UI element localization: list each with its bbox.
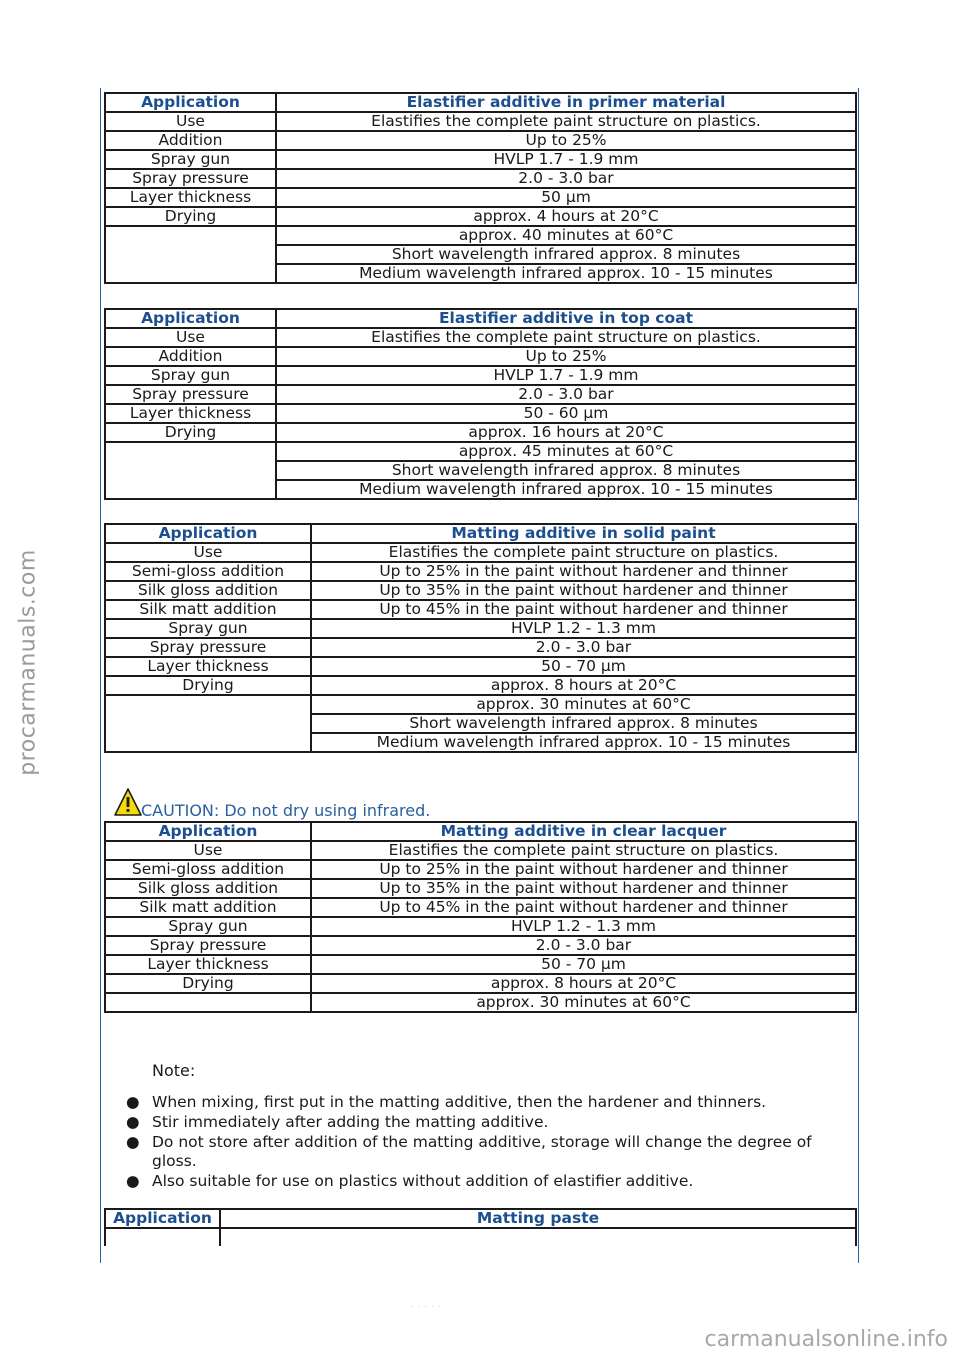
- row-label: Silk gloss addition: [105, 581, 311, 600]
- row-label: Drying: [105, 676, 311, 695]
- row-value: Up to 35% in the paint without hardener and thinner: [311, 879, 856, 898]
- list-item: [126, 1113, 826, 1132]
- row-value: approx. 8 hours at 20°C: [311, 676, 856, 695]
- spec-table-matting-clear: [104, 821, 857, 1013]
- header-cell: Application: [105, 309, 276, 328]
- table-row: [105, 600, 856, 619]
- row-value: 50 - 70 µm: [311, 657, 856, 676]
- table-header-row: [105, 93, 856, 112]
- table-row: [105, 638, 856, 657]
- table-row: [105, 423, 856, 442]
- row-value: Medium wavelength infrared approx. 10 - 15 minutes: [276, 480, 856, 499]
- table-row: [105, 385, 856, 404]
- header-cell: Application: [105, 93, 276, 112]
- row-value: Elastifies the complete paint structure on plastics.: [276, 112, 856, 131]
- table-row: [105, 169, 856, 188]
- note-text: Also suitable for use on plastics without addition of elastifier additive.: [152, 1172, 694, 1190]
- row-value: 50 - 60 µm: [276, 404, 856, 423]
- row-value: approx. 45 minutes at 60°C: [276, 442, 856, 461]
- row-label: Spray pressure: [105, 169, 276, 188]
- table-row: [105, 131, 856, 150]
- row-value: HVLP 1.2 - 1.3 mm: [311, 917, 856, 936]
- spec-table-elastifier-primer: [104, 92, 857, 284]
- row-value: Up to 45% in the paint without hardener and thinner: [311, 898, 856, 917]
- row-value: Elastifies the complete paint structure on plastics.: [311, 841, 856, 860]
- caution-text: CAUTION: Do not dry using infrared.: [141, 801, 431, 820]
- table-header-row: [105, 309, 856, 328]
- row-value: 2.0 - 3.0 bar: [311, 936, 856, 955]
- table-row: [105, 917, 856, 936]
- list-item: [126, 1093, 826, 1112]
- row-value: HVLP 1.2 - 1.3 mm: [311, 619, 856, 638]
- table-row: [105, 188, 856, 207]
- row-label: Use: [105, 543, 311, 562]
- table-row: [105, 347, 856, 366]
- row-label: Spray gun: [105, 619, 311, 638]
- note-list: [126, 1093, 826, 1192]
- row-value: approx. 4 hours at 20°C: [276, 207, 856, 226]
- row-label: Layer thickness: [105, 404, 276, 423]
- row-value: Up to 25% in the paint without hardener and thinner: [311, 562, 856, 581]
- row-label: Drying: [105, 207, 276, 226]
- note-text: When mixing, first put in the matting additive, then the hardener and thinners.: [152, 1093, 767, 1111]
- table-header-row: [105, 1209, 856, 1228]
- table-row: [105, 1228, 856, 1246]
- bullet: ●: [126, 1093, 140, 1111]
- row-label: Spray pressure: [105, 936, 311, 955]
- row-value: Up to 35% in the paint without hardener and thinner: [311, 581, 856, 600]
- row-value: Elastifies the complete paint structure on plastics.: [276, 328, 856, 347]
- row-label: Layer thickness: [105, 955, 311, 974]
- table-row: [105, 150, 856, 169]
- table-row: [105, 226, 856, 245]
- list-item: [126, 1133, 826, 1171]
- row-value: Up to 25% in the paint without hardener and thinner: [311, 860, 856, 879]
- row-value: HVLP 1.7 - 1.9 mm: [276, 366, 856, 385]
- row-value: Medium wavelength infrared approx. 10 - 15 minutes: [311, 733, 856, 752]
- row-label: Silk matt addition: [105, 600, 311, 619]
- blank-cell: [105, 1228, 220, 1246]
- bullet: ●: [126, 1172, 140, 1190]
- table-row: [105, 993, 856, 1012]
- table-row: [105, 581, 856, 600]
- spec-table-matting-paste: [104, 1208, 857, 1246]
- bullet: ●: [126, 1113, 140, 1131]
- table-row: [105, 974, 856, 993]
- list-item: [126, 1172, 826, 1191]
- spec-table-elastifier-topcoat: [104, 308, 857, 500]
- watermark-side: procarmanuals.com: [15, 549, 41, 776]
- table-row: [105, 404, 856, 423]
- watermark-bottom: carmanualsonline.info: [704, 1327, 948, 1352]
- header-cell: Matting additive in clear lacquer: [311, 822, 856, 841]
- table-row: [105, 676, 856, 695]
- table-row: [105, 879, 856, 898]
- row-value: Elastifies the complete paint structure on plastics.: [311, 543, 856, 562]
- page-frame-left: [100, 88, 101, 1263]
- row-value: 2.0 - 3.0 bar: [311, 638, 856, 657]
- row-label: Layer thickness: [105, 188, 276, 207]
- note-title: Note:: [152, 1061, 196, 1080]
- row-label: Layer thickness: [105, 657, 311, 676]
- row-value: Up to 45% in the paint without hardener and thinner: [311, 600, 856, 619]
- table-row: [105, 543, 856, 562]
- blank-cell: [105, 442, 276, 499]
- row-label: Spray gun: [105, 366, 276, 385]
- row-value: Short wavelength infrared approx. 8 minutes: [311, 714, 856, 733]
- table-row: [105, 860, 856, 879]
- table-row: [105, 619, 856, 638]
- header-cell: Application: [105, 1209, 220, 1228]
- table-row: [105, 898, 856, 917]
- row-value: approx. 30 minutes at 60°C: [311, 993, 856, 1012]
- header-cell: Application: [105, 524, 311, 543]
- table-row: [105, 442, 856, 461]
- row-label: Use: [105, 841, 311, 860]
- table-row: [105, 657, 856, 676]
- table-row: [105, 112, 856, 131]
- row-label: Drying: [105, 974, 311, 993]
- note-text: Stir immediately after adding the matting additive.: [152, 1113, 549, 1131]
- table-header-row: [105, 822, 856, 841]
- row-label: Silk gloss addition: [105, 879, 311, 898]
- row-value: Short wavelength infrared approx. 8 minutes: [276, 461, 856, 480]
- row-label: Spray pressure: [105, 638, 311, 657]
- row-value: HVLP 1.7 - 1.9 mm: [276, 150, 856, 169]
- blank-cell: [105, 226, 276, 283]
- row-value: Short wavelength infrared approx. 8 minutes: [276, 245, 856, 264]
- bullet: ●: [126, 1133, 140, 1151]
- row-label: Spray gun: [105, 150, 276, 169]
- row-label: Silk matt addition: [105, 898, 311, 917]
- warning-triangle-icon: [114, 787, 142, 817]
- note-text: Do not store after addition of the matting additive, storage will change the degree of gloss.: [152, 1133, 812, 1170]
- table-row: [105, 936, 856, 955]
- row-value: 2.0 - 3.0 bar: [276, 169, 856, 188]
- header-cell: Application: [105, 822, 311, 841]
- page-frame-right: [858, 88, 859, 1263]
- blank-cell: [105, 993, 311, 1012]
- row-value: approx. 16 hours at 20°C: [276, 423, 856, 442]
- row-label: Addition: [105, 131, 276, 150]
- row-label: Spray pressure: [105, 385, 276, 404]
- row-label: Spray gun: [105, 917, 311, 936]
- header-cell: Matting paste: [220, 1209, 856, 1228]
- table-row: [105, 562, 856, 581]
- row-value: Up to 25%: [276, 131, 856, 150]
- blank-cell: [105, 695, 311, 752]
- row-value: 50 µm: [276, 188, 856, 207]
- row-label: Addition: [105, 347, 276, 366]
- table-row: [105, 366, 856, 385]
- row-value: approx. 30 minutes at 60°C: [311, 695, 856, 714]
- table-row: [105, 207, 856, 226]
- row-value: approx. 8 hours at 20°C: [311, 974, 856, 993]
- row-label: Use: [105, 112, 276, 131]
- row-label: Semi-gloss addition: [105, 860, 311, 879]
- table-row: [105, 695, 856, 714]
- row-value: 2.0 - 3.0 bar: [276, 385, 856, 404]
- table-header-row: [105, 524, 856, 543]
- spec-table-matting-solid: [104, 523, 857, 753]
- faint-page-marker: · · · · ·: [410, 1300, 442, 1313]
- blank-cell: [220, 1228, 856, 1246]
- row-value: Up to 25%: [276, 347, 856, 366]
- row-label: Drying: [105, 423, 276, 442]
- row-label: Semi-gloss addition: [105, 562, 311, 581]
- header-cell: Matting additive in solid paint: [311, 524, 856, 543]
- row-label: Use: [105, 328, 276, 347]
- row-value: approx. 40 minutes at 60°C: [276, 226, 856, 245]
- header-cell: Elastifier additive in primer material: [276, 93, 856, 112]
- row-value: Medium wavelength infrared approx. 10 - 15 minutes: [276, 264, 856, 283]
- header-cell: Elastifier additive in top coat: [276, 309, 856, 328]
- row-value: 50 - 70 µm: [311, 955, 856, 974]
- table-row: [105, 328, 856, 347]
- table-row: [105, 955, 856, 974]
- table-row: [105, 841, 856, 860]
